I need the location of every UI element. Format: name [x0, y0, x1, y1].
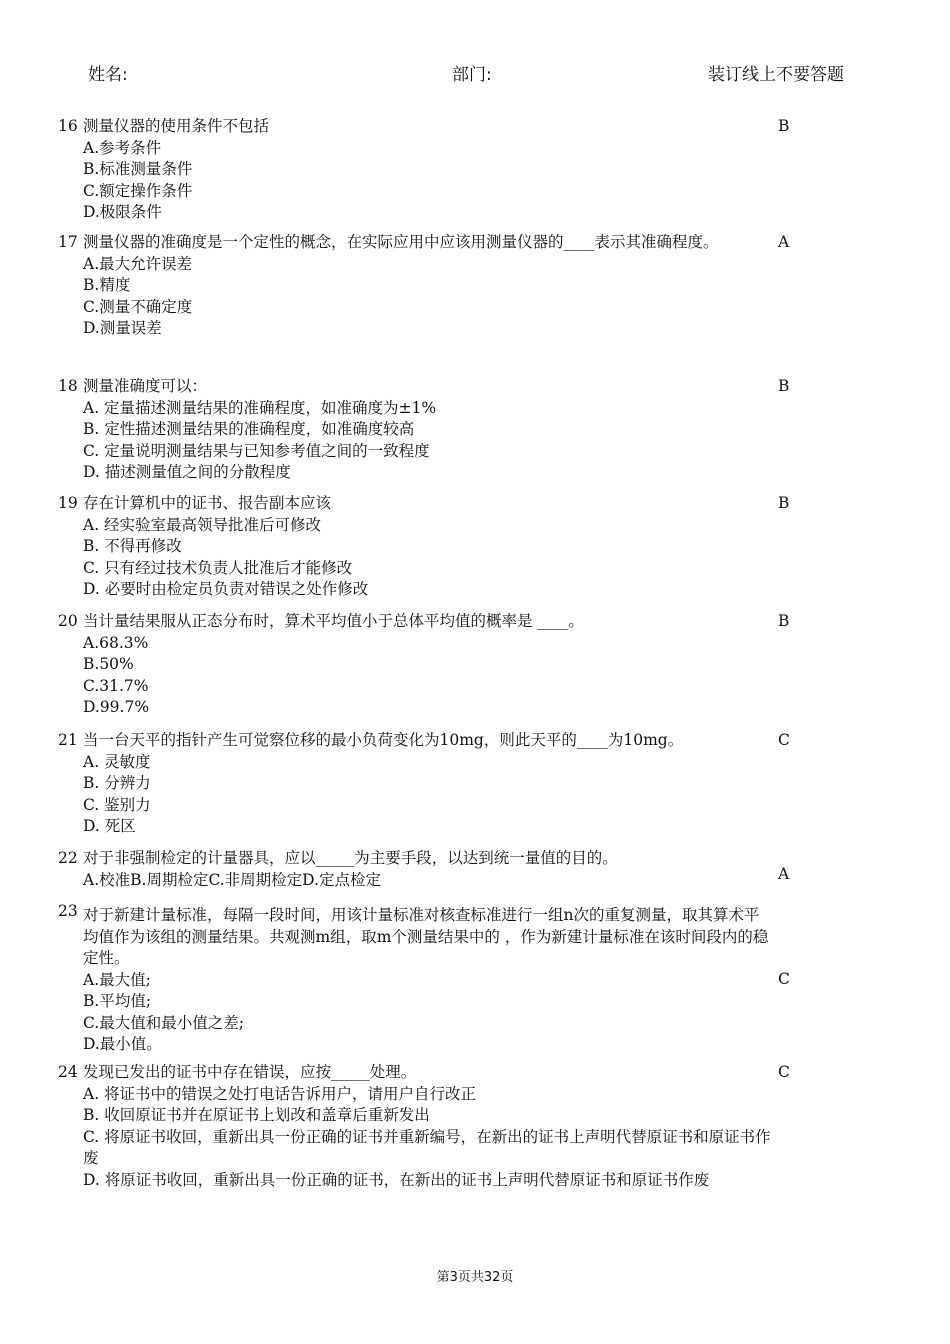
question-number: 22	[58, 849, 78, 867]
answer-option: C.最大值和最小值之差;	[83, 1013, 244, 1032]
question-stem: 测量仪器的准确度是一个定性的概念，在实际应用中应该用测量仪器的____表示其准确程度。	[83, 233, 719, 251]
answer-option: B. 收回原证书并在原证书上划改和盖章后重新发出	[83, 1106, 430, 1124]
answer-option: A. 灵敏度	[83, 752, 151, 771]
question-stem-row	[58, 848, 792, 870]
answer-option: A. 定量描述测量结果的准确程度，如准确度为±1%	[83, 398, 437, 417]
answer-option: C. 只有经过技术负责人批准后才能修改	[83, 558, 353, 577]
question-stem-row	[58, 730, 792, 752]
answer-option: A.68.3%	[83, 633, 149, 652]
question-19	[58, 493, 792, 601]
correct-answer: B	[778, 612, 790, 630]
correct-answer: C	[778, 731, 790, 749]
question-stem: 当计量结果服从正态分布时，算术平均值小于总体平均值的概率是 ____。	[83, 612, 584, 630]
correct-answer: B	[778, 117, 790, 135]
question-stem-row	[58, 493, 792, 515]
answer-option: B.平均值;	[83, 992, 152, 1010]
correct-answer: B	[778, 494, 790, 512]
page-header	[0, 60, 950, 90]
answer-option: A.参考条件	[83, 138, 162, 157]
answer-option: B. 分辨力	[83, 774, 151, 792]
question-24	[58, 1062, 792, 1191]
answer-option: B.精度	[83, 276, 131, 294]
answer-option: D. 必要时由检定员负责对错误之处作修改	[83, 580, 369, 598]
question-stem: 对于新建计量标准，每隔一段时间，用该计量标准对核查标准进行一组n次的重复测量，取其算术平均值作为该组的测量结果。共观测m组，取m个测量结果中的 ，作为新建计量标准在该时间段内的稳定性。	[83, 906, 769, 967]
question-23	[58, 902, 792, 1056]
question-stem: 测量准确度可以：	[83, 377, 208, 395]
answer-option: B. 不得再修改	[83, 537, 182, 555]
question-number: 24	[58, 1063, 78, 1081]
answer-option: D.测量误差	[83, 319, 162, 337]
question-number: 16	[58, 117, 78, 135]
question-stem-row	[58, 376, 792, 398]
correct-answer: A	[778, 233, 790, 251]
correct-answer: A	[778, 865, 790, 883]
question-stem: 测量仪器的使用条件不包括	[83, 117, 270, 135]
question-number: 23	[58, 902, 78, 920]
question-stem: 对于非强制检定的计量器具，应以_____为主要手段，以达到统一量值的目的。	[83, 849, 618, 867]
answer-option: D.极限条件	[83, 203, 162, 221]
correct-answer: C	[778, 1063, 790, 1081]
answer-option: A. 将证书中的错误之处打电话告诉用户，请用户自行改正	[83, 1084, 477, 1103]
question-stem: 当一台天平的指针产生可觉察位移的最小负荷变化为10mg，则此天平的____为10mg。	[83, 731, 684, 749]
answer-option: A. 经实验室最高领导批准后可修改	[83, 515, 322, 534]
name-label: 姓名:	[88, 65, 128, 85]
question-22	[58, 848, 792, 891]
answer-option: A.最大允许误差	[83, 254, 193, 273]
answer-option: D. 死区	[83, 817, 136, 835]
question-20	[58, 611, 792, 719]
answer-option: D. 将原证书收回，重新出具一份正确的证书，在新出的证书上声明代替原证书和原证书作废	[83, 1170, 710, 1189]
answer-option: C. 鉴别力	[83, 795, 151, 814]
answer-option: B.50%	[83, 655, 134, 673]
question-stem: 存在计算机中的证书、报告副本应该	[83, 494, 332, 512]
question-stem-row	[58, 232, 792, 254]
answer-option: B.标准测量条件	[83, 160, 193, 178]
answer-option: C. 将原证书收回，重新出具一份正确的证书并重新编号，在新出的证书上声明代替原证书和原证书作废	[83, 1127, 771, 1167]
page-number: 第3页共32页	[436, 1270, 514, 1285]
question-stem: 发现已发出的证书中存在错误，应按_____处理。	[83, 1063, 417, 1081]
question-number: 19	[58, 494, 78, 512]
answer-option: D.99.7%	[83, 698, 150, 716]
question-number: 17	[58, 233, 78, 251]
answer-option: D. 描述测量值之间的分散程度	[83, 463, 291, 481]
correct-answer: C	[778, 970, 790, 988]
binding-line-note: 装订线上不要答题	[708, 65, 844, 85]
answer-option: A.校准B.周期检定C.非周期检定D.定点检定	[83, 870, 381, 889]
question-number: 21	[58, 731, 78, 749]
answer-option: C. 定量说明测量结果与已知参考值之间的一致程度	[83, 441, 430, 460]
answer-option: A.最大值;	[83, 970, 151, 989]
question-18	[58, 376, 792, 484]
correct-answer: B	[778, 377, 790, 395]
question-stem-row	[58, 611, 792, 633]
question-stem-row	[58, 1062, 792, 1084]
question-stem-row	[58, 902, 792, 970]
question-number: 18	[58, 377, 78, 395]
question-16	[58, 116, 792, 224]
question-17	[58, 232, 792, 340]
answer-option: C.测量不确定度	[83, 297, 193, 316]
answer-option: B. 定性描述测量结果的准确程度，如准确度较高	[83, 420, 415, 438]
answer-option: C.31.7%	[83, 676, 149, 695]
question-21	[58, 730, 792, 838]
question-stem-row	[58, 116, 792, 138]
department-label: 部门:	[452, 65, 492, 85]
answer-option: D.最小值。	[83, 1035, 162, 1053]
answer-option: C.额定操作条件	[83, 181, 193, 200]
question-number: 20	[58, 612, 78, 630]
